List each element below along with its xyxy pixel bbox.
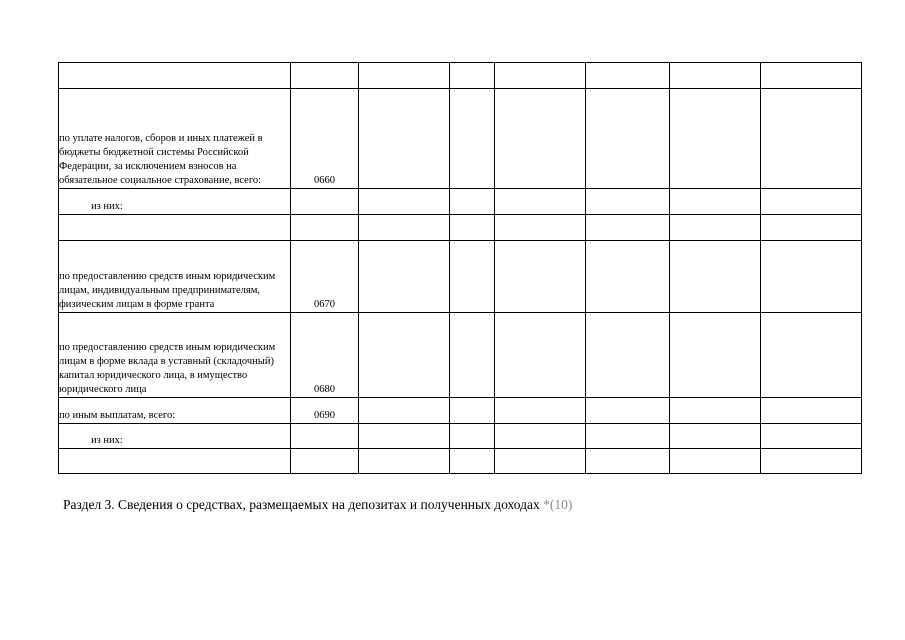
- table-row: [59, 313, 862, 398]
- table-row: [59, 398, 862, 424]
- row-label: по предоставлению средств иным юридическим лицам, индивидуальным предпринимателям, физическим лицам в форме гранта: [59, 241, 291, 313]
- row-label: из них:: [59, 189, 291, 215]
- row-code: [291, 449, 359, 474]
- table-row: [59, 241, 862, 313]
- row-code: [291, 424, 359, 449]
- section-3-title: Раздел 3. Сведения о средствах, размещаемых на депозитах и полученных доходах: [63, 497, 540, 512]
- row-label: из них:: [59, 424, 291, 449]
- row-code: [291, 215, 359, 241]
- row-code: 0690: [291, 398, 359, 424]
- row-code: 0670: [291, 241, 359, 313]
- row-label: [59, 63, 291, 89]
- table-row: [59, 189, 862, 215]
- section-3-heading: [63, 497, 572, 513]
- row-code: [291, 63, 359, 89]
- payments-table: [58, 62, 862, 474]
- row-label: по иным выплатам, всего:: [59, 398, 291, 424]
- table-row: [59, 63, 862, 89]
- row-label: [59, 215, 291, 241]
- table-row: [59, 449, 862, 474]
- table-row: [59, 424, 862, 449]
- row-label: [59, 449, 291, 474]
- table-row: [59, 215, 862, 241]
- row-code: 0660: [291, 89, 359, 189]
- table-row: [59, 89, 862, 189]
- row-code: 0680: [291, 313, 359, 398]
- row-code: [291, 189, 359, 215]
- row-label: по предоставлению средств иным юридическим лицам в форме вклада в уставный (складочный) капитал юридического лица, в имущество юридического лица: [59, 313, 291, 398]
- footnote-link[interactable]: *(10): [543, 497, 573, 512]
- row-label: по уплате налогов, сборов и иных платежей в бюджеты бюджетной системы Российской Федерации, за исключением взносов на обязательное социальное страхование, всего:: [59, 89, 291, 189]
